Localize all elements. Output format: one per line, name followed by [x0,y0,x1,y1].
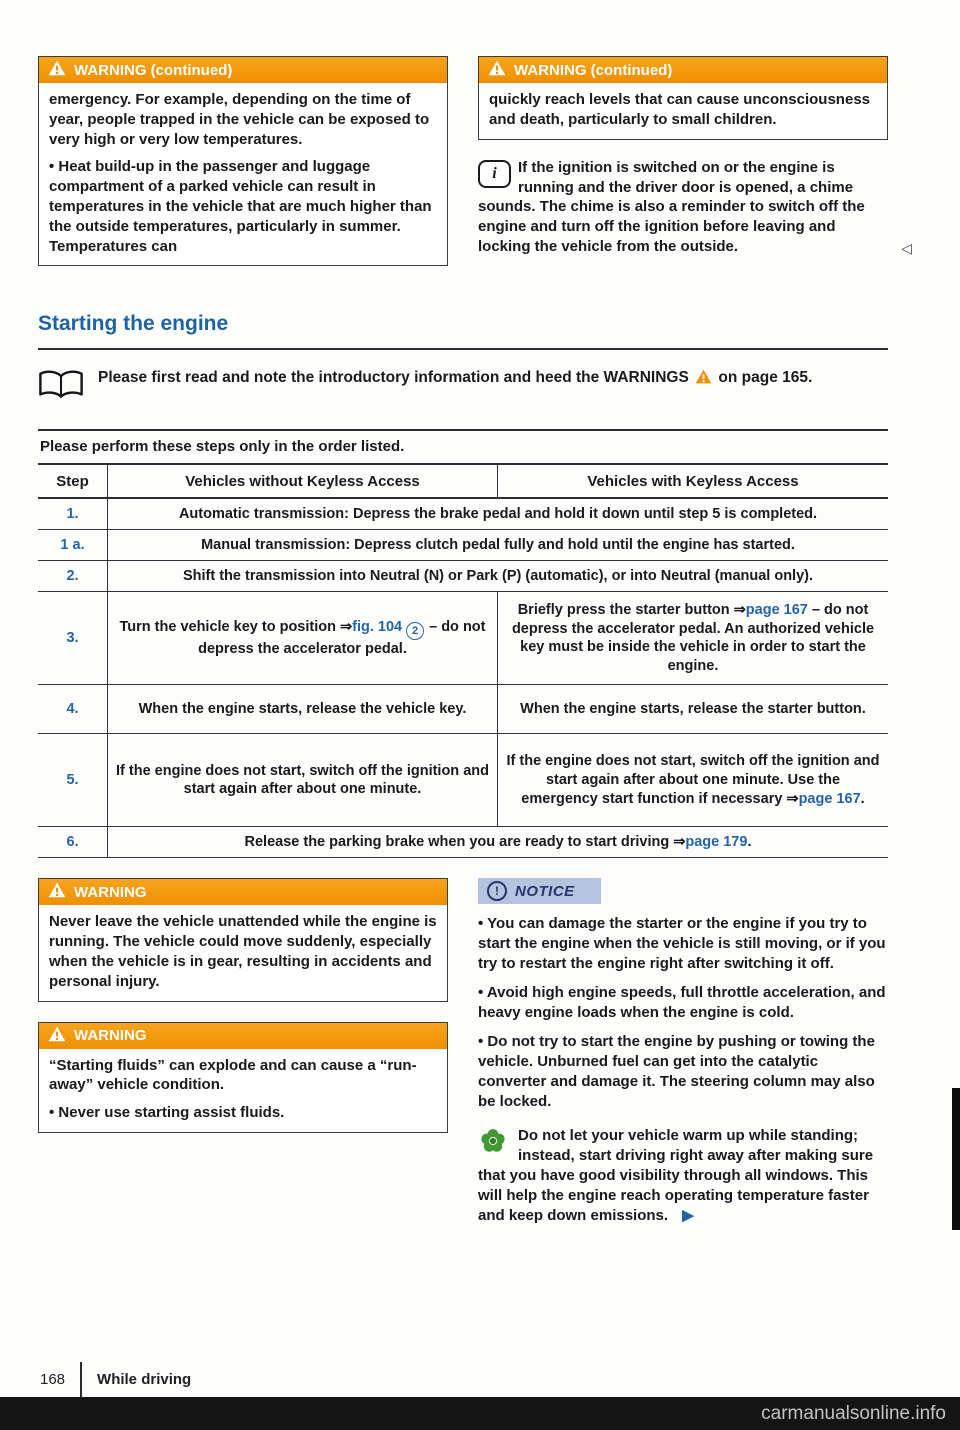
book-icon [38,370,84,405]
column-header-with-keyless: Vehicles with Keyless Access [587,472,799,490]
page-reference-link[interactable]: page 167 [798,790,861,807]
step-instruction-without-keyless: When the engine starts, release the vehicle key. [108,685,498,733]
warning-title: WARNING (continued) [514,61,673,79]
notice-header [478,878,601,904]
bullet-marker [478,915,487,932]
warning-paragraph: “Starting fluids” can explode and can cause a “run-away” vehicle condition. [49,1056,417,1094]
table-row-5 [38,734,888,827]
warning-title: WARNING [74,883,147,901]
bottom-bar [0,1397,960,1430]
warning-header [479,57,887,83]
page-title: Starting the engine [38,312,888,350]
step-instruction-with-keyless: When the engine starts, release the starter button. [520,700,866,717]
warning-header [39,879,447,905]
step-instruction: Automatic transmission: Depress the brake pedal and hold it down until step 5 is completed. [178,505,818,522]
eco-note [478,1126,888,1226]
warning-unattended-box [38,878,448,1001]
info-note [478,158,912,258]
footer-section-name: While driving [97,1371,192,1388]
bullet-marker [478,1033,487,1050]
warning-title: WARNING (continued) [74,61,233,79]
column-header-without-keyless: Vehicles without Keyless Access [108,465,498,497]
table-row-1 [38,499,888,530]
warning-starting-fluids-box [38,1022,448,1133]
bullet-marker [478,984,487,1001]
step-instruction-with-keyless: If the engine does not start, switch off the ignition and start again after about one minute. Use the emergency start function if necessary ⇒page 167. [506,753,880,807]
step-number: 1. [38,499,108,529]
info-icon-wrap [478,158,518,196]
column-header-step: Step [38,465,108,497]
warning-triangle-icon [695,369,712,391]
table-row-4 [38,685,888,734]
warning-continued-left-box [38,56,448,266]
eco-flower-icon [478,1143,508,1160]
notice-exclamation-icon [487,881,507,901]
table-row-2 [38,561,888,592]
page-number: 168 [40,1371,66,1388]
read-first-note [38,368,888,405]
notice-bullet: • You can damage the starter or the engine if you try to start the engine when the vehicle is still moving, or if you try to restart the engine right after switching it off. [478,914,888,974]
bottom-right-column [478,878,888,1225]
section-end-marker: ◁ [901,239,912,256]
top-right-column [478,56,912,266]
warning-paragraph: quickly reach levels that can cause unconsciousness and death, particularly to small children. [489,91,870,128]
step-number: 3. [38,592,108,684]
bullet-marker [49,1104,58,1121]
info-note-text: If the ignition is switched on or the engine is running and the driver door is opened, a chime sounds. The chime is also a reminder to switch off the engine and turn off the ignition before leaving and locking the vehicle from the outside. [478,158,865,256]
notice-bullet: • Avoid high engine speeds, full throttle acceleration, and heavy engine loads when the engine is cold. [478,983,888,1023]
info-icon [478,160,511,188]
warning-triangle-icon [488,60,506,80]
eco-icon-wrap [478,1126,518,1162]
warning-title: WARNING [74,1027,147,1045]
notice-title: NOTICE [515,882,575,900]
step-number: 4. [38,685,108,733]
step-instruction-without-keyless: If the engine does not start, switch off the ignition and start again after about one minute. [108,734,498,826]
scan-edge-artifact [952,1088,960,1230]
table-row-3 [38,592,888,685]
starting-steps-table [38,429,888,858]
step-number: 5. [38,734,108,826]
bottom-left-column [38,878,448,1225]
warning-paragraph: emergency. For example, depending on the time of year, people trapped in the vehicle can be exposed to very high or very low temperatures. [49,91,430,148]
eco-note-text: Do not let your vehicle warm up while standing; instead, start driving right away after making sure that you have good visibility through all windows. This will help the engine reach operating temperature faster and keep down emissions. [478,1126,874,1224]
warning-paragraph: Never leave the vehicle unattended while the engine is running. The vehicle could move suddenly, especially when the vehicle is in gear, resulting in accidents and personal injury. [49,913,437,990]
table-header-row [38,463,888,499]
step-instruction: Shift the transmission into Neutral (N) or Park (P) (automatic), or into Neutral (manual only). [182,567,814,584]
warning-bullet: • Never use starting assist fluids. [49,1103,437,1123]
warning-header [39,1023,447,1049]
continue-marker: ▶ [682,1206,694,1224]
figure-reference-link[interactable]: fig. 104 [352,618,403,635]
callout-number-2: 2 [406,622,424,640]
warning-continued-right-box [478,56,888,140]
watermark-text: carmanualsonline.info [761,1402,946,1424]
bottom-section [38,878,888,1225]
step-number: 2. [38,561,108,591]
read-first-text: Please first read and note the introductory information and heed the WARNINGS on page 165. [98,368,812,391]
table-row-6 [38,827,888,858]
notice-block [478,878,888,1111]
step-number: 6. [38,827,108,857]
top-warnings-section [38,56,912,266]
warning-triangle-icon [48,882,66,902]
bullet-marker [49,158,58,175]
step-instruction: Manual transmission: Depress clutch pedal fully and hold until the engine has started. [201,536,795,553]
warning-bullet: • Heat build-up in the passenger and luggage compartment of a parked vehicle can result in temperatures in the vehicle that are much higher than the outside temperatures, particularly in summer. Temperatures can [49,157,437,256]
warning-header [39,57,447,83]
notice-bullet: • Do not try to start the engine by pushing or towing the vehicle. Unburned fuel can get into the catalytic converter and damage it. The steering column may also be locked. [478,1032,888,1112]
step-instruction-with-keyless: Briefly press the starter button ⇒page 167 – do not depress the accelerator pedal. An authorized vehicle key must be inside the vehicle in order to start the engine. [511,601,875,675]
page-reference-link[interactable]: page 167 [745,601,808,618]
step-instruction-without-keyless: Turn the vehicle key to position ⇒fig. 104 2 – do not depress the accelerator pedal. [108,592,498,684]
step-instruction: Release the parking brake when you are ready to start driving ⇒page 179. [244,833,752,850]
step-number: 1 a. [38,530,108,560]
warning-triangle-icon [48,1026,66,1046]
warning-triangle-icon [48,60,66,80]
table-intro: Please perform these steps only in the order listed. [40,438,405,456]
table-row-1a [38,530,888,561]
notice-body [478,914,888,1111]
page-reference-link[interactable]: page 179 [685,833,748,850]
